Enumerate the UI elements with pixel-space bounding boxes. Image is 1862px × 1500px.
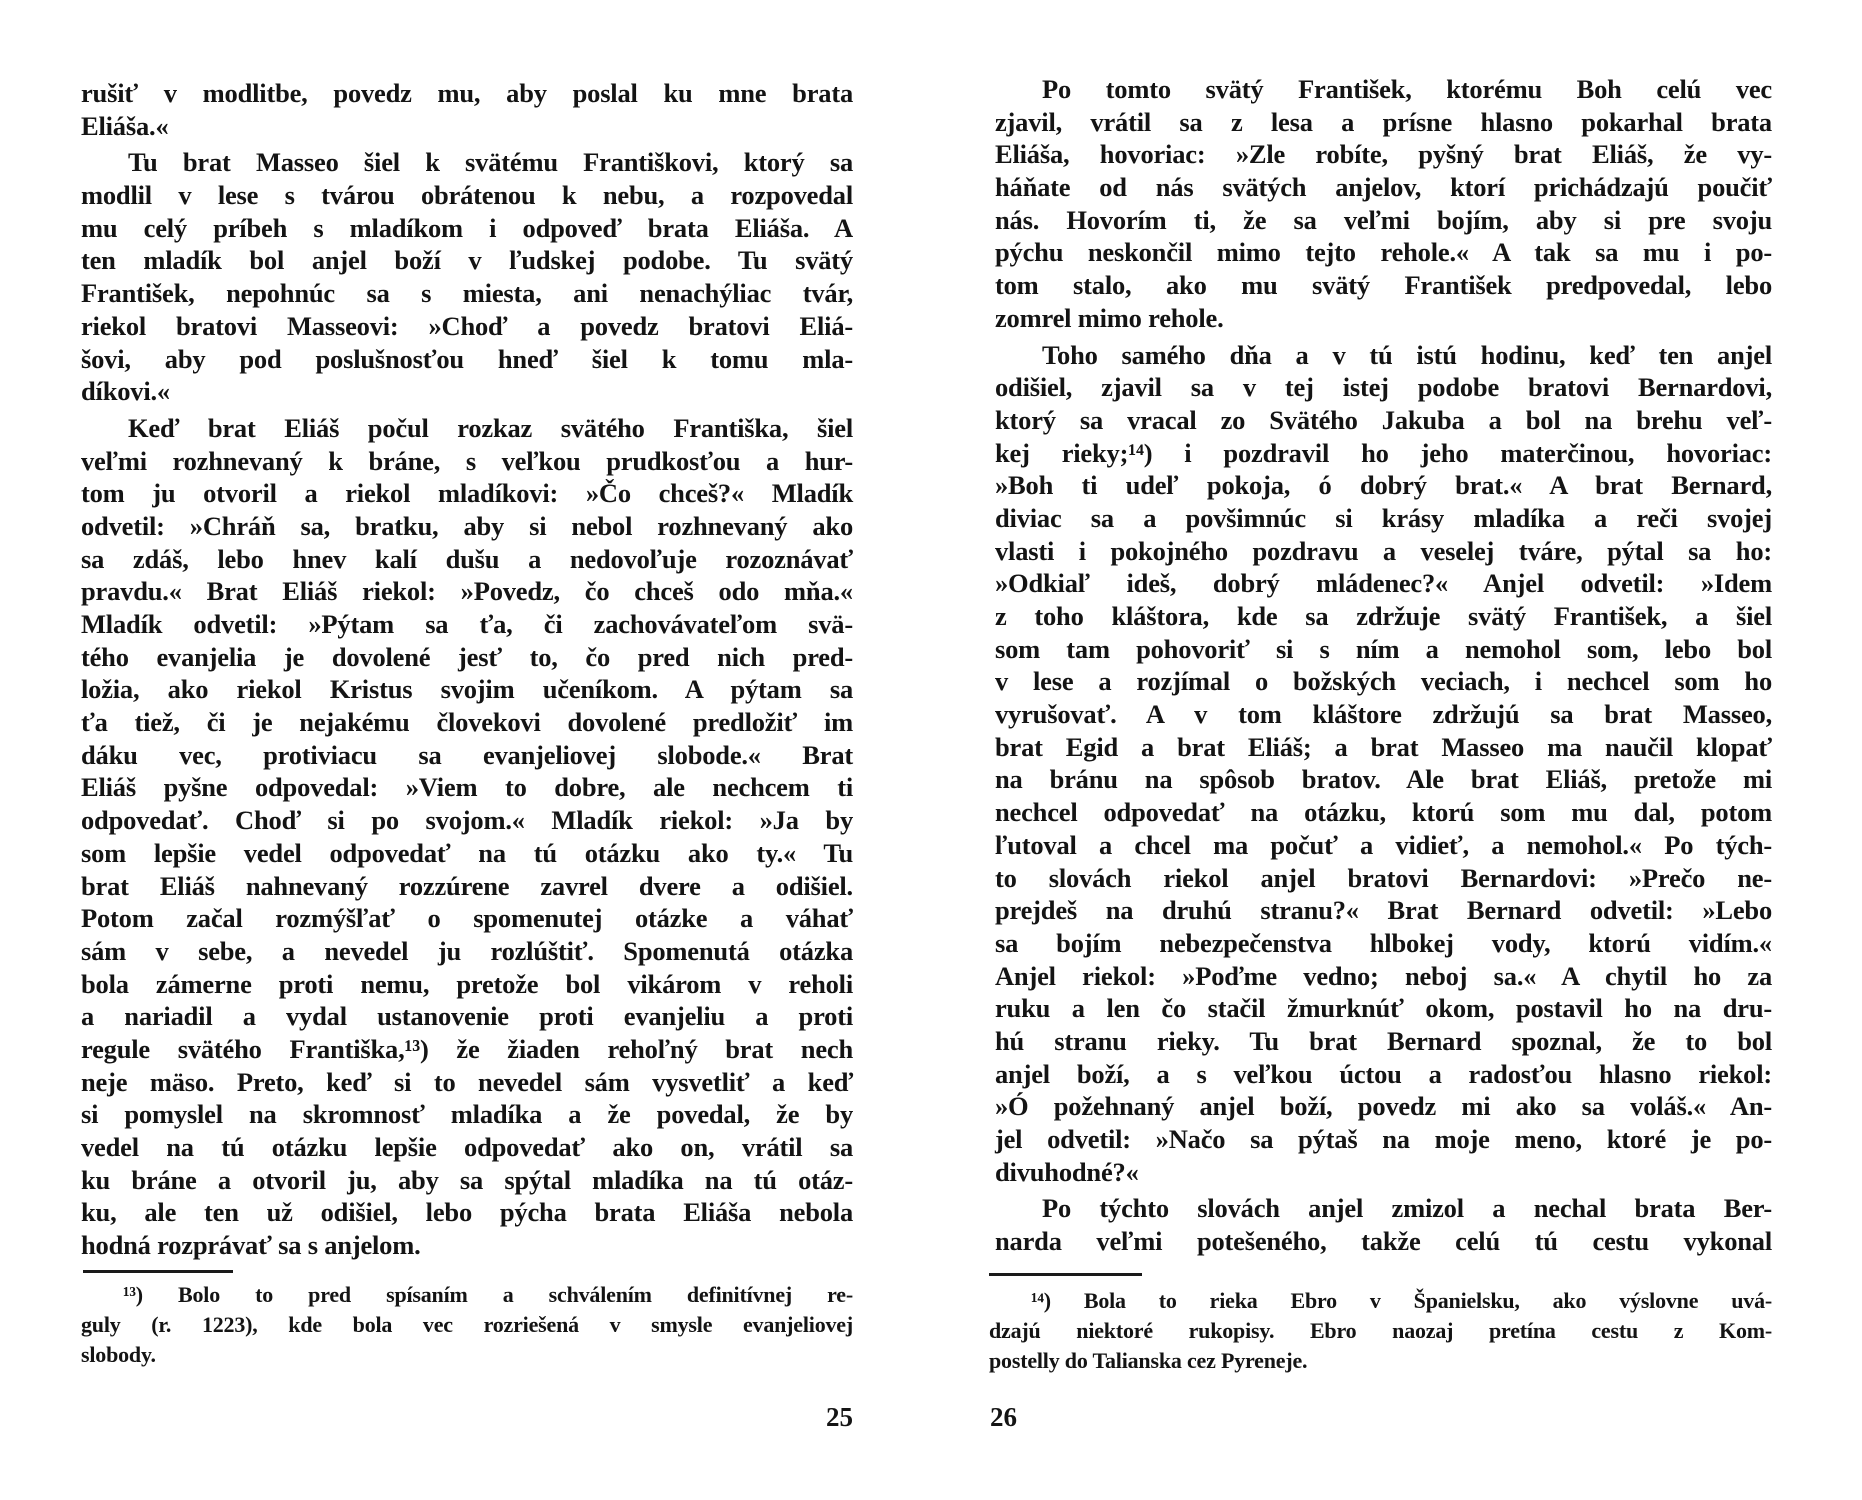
footnote-line: slobody. (81, 1342, 156, 1367)
footnote-line: postelly do Talianska cez Pyreneje. (989, 1348, 1308, 1373)
text-line: ku, ale ten už odišiel, lebo pýcha brata Eliáša nebola (81, 1197, 853, 1228)
text-line: nechcel odpovedať na otázku, ktorú som mu dal, potom (995, 797, 1772, 828)
text-line: prejdeš na druhú stranu?« Brat Bernard odvetil: »Lebo (995, 895, 1772, 926)
text-line: Keď brat Eliáš počul rozkaz svätého Františka, šiel (128, 412, 853, 443)
text-line: ruku a len čo stačil žmurknúť okom, postavil ho na dru- (995, 993, 1772, 1024)
text-line: riekol bratovi Masseovi: »Choď a povedz bratovi Eliá- (81, 310, 853, 341)
text-line: Eliáša.« (81, 110, 169, 141)
text-line: hodná rozprávať sa s anjelom. (81, 1230, 421, 1261)
text-line: vlasti i pokojného pozdravu a veselej tváre, pýtal sa ho: (995, 535, 1772, 566)
text-line: ložia, ako riekol Kristus svojim učeníkom. A pýtam sa (81, 674, 853, 705)
text-line: kej rieky;¹⁴) i pozdravil ho jeho materčinou, hovoriac: (995, 437, 1772, 468)
text-line: veľmi rozhnevaný k bráne, s veľkou prudkosťou a hur- (81, 445, 853, 476)
text-line: dáku vec, protiviacu sa evanjeliovej slobode.« Brat (81, 739, 853, 770)
paragraph (995, 1192, 1772, 1257)
text-line: diviac sa a povšimnúc si krásy mladíka a reči svojej (995, 502, 1772, 533)
text-line: odvetil: »Chráň sa, bratku, aby si nebol rozhnevaný ako (81, 510, 853, 541)
text-line: Eliáša, hovoriac: »Zle robíte, pyšný brat Eliáš, že vy- (995, 139, 1772, 170)
text-line: »Odkiaľ ideš, dobrý mládenec?« Anjel odvetil: »Idem (995, 568, 1772, 599)
text-line: brat Egid a brat Eliáš; a brat Masseo ma naučil klopať (995, 731, 1772, 762)
right-page-body (995, 73, 1772, 1258)
text-line: anjel boží, a s veľkou úctou a radosťou hlasno riekol: (995, 1058, 1772, 1089)
text-line: »Boh ti udeľ pokoja, ó dobrý brat.« A brat Bernard, (995, 470, 1772, 501)
footnote-line: dzajú niektoré rukopisy. Ebro naozaj pretína cestu z Kom- (989, 1318, 1772, 1343)
text-line: si pomyslel na skromnosť mladíka a že povedal, že by (81, 1099, 853, 1130)
paragraph (995, 73, 1772, 335)
text-line: šovi, aby pod poslušnosťou hneď šiel k tomu mla- (81, 343, 853, 374)
text-line: jel odvetil: »Načo sa pýtaš na moje meno, ktoré je po- (995, 1124, 1772, 1154)
text-line: hú stranu rieky. Tu brat Bernard spoznal, že to bol (995, 1025, 1772, 1056)
text-line: som lepšie vedel odpovedať na tú otázku ako ty.« Tu (81, 837, 853, 868)
text-line: narda veľmi potešeného, takže celú tú cestu vykonal (995, 1226, 1772, 1257)
text-line: ťa tiež, či je nejakému človekovi dovolené predložiť im (81, 707, 853, 738)
footnote-line: ¹³) Bolo to pred spísaním a schválením definitívnej re- (123, 1282, 853, 1307)
text-line: ten mladík bol anjel boží v ľudskej podobe. Tu svätý (81, 245, 853, 276)
text-line: František, nepohnúc sa s miesta, ani nenachýliac tvár, (81, 278, 853, 309)
text-line: to slovách riekol anjel bratovi Bernardovi: »Prečo ne- (995, 862, 1772, 893)
text-line: sám v sebe, a nevedel ju rozlúštiť. Spomenutá otázka (81, 935, 853, 966)
footnote-separator-right (989, 1273, 1142, 1276)
text-line: brat Eliáš nahnevaný rozzúrene zavrel dvere a odišiel. (81, 870, 853, 901)
text-line: sa zdáš, lebo hnev kalí dušu a nedovoľuje rozoznávať (81, 543, 853, 574)
text-line: zomrel mimo rehole. (995, 302, 1224, 333)
footnote-14 (989, 1286, 1772, 1376)
text-line: pýchu neskončil mimo tejto rehole.« A tak sa mu i po- (995, 237, 1772, 268)
paragraph (81, 412, 853, 1262)
text-line: Po týchto slovách anjel zmizol a nechal brata Ber- (1042, 1193, 1772, 1224)
text-line: bola zámerne proti nemu, pretože bol vikárom v reholi (81, 968, 853, 999)
page-number-right: 26 (990, 1402, 1017, 1432)
text-line: zjavil, vrátil sa z lesa a prísne hlasno pokarhal brata (995, 106, 1772, 137)
text-line: nás. Hovorím ti, že sa veľmi bojím, aby si pre svoju (995, 204, 1772, 235)
text-line: z toho kláštora, kde sa zdržuje svätý František, a šiel (995, 601, 1772, 631)
text-line: Anjel riekol: »Poďme vedno; neboj sa.« A chytil ho za (995, 960, 1772, 991)
text-line: modlil v lese s tvárou obrátenou k nebu, a rozpovedal (81, 180, 853, 211)
text-line: tom stalo, ako mu svätý František predpovedal, lebo (995, 270, 1772, 301)
footnote-line: ¹⁴) Bola to rieka Ebro v Španielsku, ako výslovne uvá- (1031, 1288, 1772, 1313)
text-line: Tu brat Masseo šiel k svätému Františkovi, ktorý sa (128, 147, 853, 178)
text-line: divuhodné?« (995, 1156, 1139, 1187)
page-number-left: 25 (826, 1402, 853, 1432)
text-line: háňate od nás svätých anjelov, ktorí prichádzajú poučiť (995, 172, 1772, 203)
paragraph (995, 339, 1772, 1189)
text-line: Potom začal rozmýšľať o spomenutej otázke a váhať (81, 903, 853, 934)
text-line: odišiel, zjavil sa v tej istej podobe bratovi Bernardovi, (995, 372, 1772, 403)
text-line: na bránu na spôsob bratov. Ale brat Eliáš, pretože mi (995, 764, 1772, 795)
text-line: »Ó požehnaný anjel boží, povedz mi ako sa voláš.« An- (995, 1091, 1772, 1122)
text-line: vedel na tú otázku lepšie odpovedať ako on, vrátil sa (81, 1132, 853, 1162)
text-line: som tam pohovoriť si s ním a nemohol som, lebo bol (995, 633, 1772, 664)
text-line: sa bojím nebezpečenstva hlbokej vody, ktorú vidím.« (995, 927, 1772, 958)
text-line: neje mäso. Preto, keď si to nevedel sám vysvetliť a keď (81, 1066, 853, 1097)
text-line: a nariadil a vydal ustanovenie proti evanjeliu a proti (81, 1001, 853, 1032)
text-line: ktorý sa vracal zo Svätého Jakuba a bol na brehu veľ- (995, 404, 1772, 435)
text-line: ľutoval a chcel ma počuť a vidieť, a nemohol.« Po tých- (995, 829, 1772, 860)
footnote-13 (81, 1280, 853, 1370)
text-line: Toho samého dňa a v tú istú hodinu, keď ten anjel (1042, 339, 1772, 370)
text-line: regule svätého Františka,¹³) že žiaden rehoľný brat nech (81, 1033, 853, 1064)
text-line: Po tomto svätý František, ktorému Boh celú vec (1042, 74, 1772, 104)
text-line: pravdu.« Brat Eliáš riekol: »Povedz, čo chceš odo mňa.« (81, 576, 853, 607)
footnote-line: guly (r. 1223), kde bola vec rozriešená v smysle evanjeliovej (81, 1312, 853, 1337)
text-line: Mladík odvetil: »Pýtam sa ťa, či zachovávateľom svä- (81, 609, 853, 639)
footnote-separator-left (83, 1270, 233, 1273)
text-line: vyrušovať. A v tom kláštore zdržujú sa brat Masseo, (995, 699, 1772, 730)
text-line: rušiť v modlitbe, povedz mu, aby poslal ku mne brata (81, 78, 853, 108)
left-page-body (81, 77, 853, 1262)
text-line: ku bráne a otvoril ju, aby sa spýtal mladíka na tú otáz- (81, 1164, 853, 1195)
text-line: díkovi.« (81, 376, 170, 407)
text-line: Eliáš pyšne odpovedal: »Viem to dobre, ale nechcem ti (81, 772, 853, 803)
text-line: odpovedať. Choď si po svojom.« Mladík riekol: »Ja by (81, 805, 853, 836)
text-line: tého evanjelia je dovolené jesť to, čo pred nich pred- (81, 641, 853, 672)
paragraph (81, 77, 853, 142)
text-line: tom ju otvoril a riekol mladíkovi: »Čo chceš?« Mladík (81, 478, 853, 509)
paragraph (81, 146, 853, 408)
text-line: mu celý príbeh s mladíkom i odpoveď brata Eliáša. A (81, 212, 853, 243)
text-line: v lese a rozjímal o božských veciach, i nechcel som ho (995, 666, 1772, 697)
